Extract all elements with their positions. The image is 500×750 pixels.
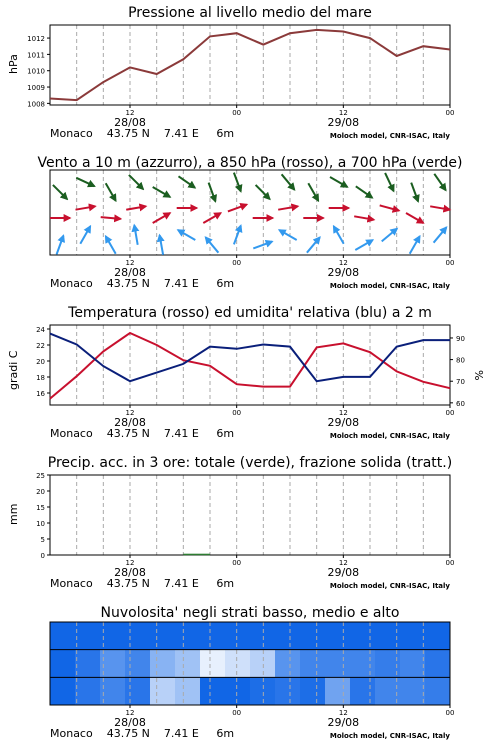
cloud-cell-alto [397, 622, 424, 650]
cloud-cell-alto [50, 622, 77, 650]
precip-panel [0, 450, 500, 600]
precip-ytick-label: 15 [36, 504, 45, 512]
pressure-xtick-label: 00 [232, 109, 242, 117]
pressure-ytick-label: 1012 [27, 35, 45, 44]
cloud-cell-alto [237, 622, 264, 650]
wind-xtick-label: 12 [338, 259, 348, 267]
wind-location: Monaco 43.75 N 7.41 E 6m [50, 277, 235, 290]
temp-title: Temperatura (rosso) ed umidita' relativa (blu) a 2 m [68, 305, 432, 321]
temp-location: Monaco 43.75 N 7.41 E 6m [50, 427, 235, 440]
cloud-cell-alto [263, 622, 290, 650]
wind-arrow-700 [282, 174, 295, 189]
cloud-cell-alto [130, 622, 157, 650]
cloud-cell-medio [250, 650, 276, 678]
cloud-cell-medio [400, 650, 426, 678]
pressure-xtick-label: 12 [338, 109, 348, 117]
cloud-cell-medio [275, 650, 301, 678]
precip-model-credit: Moloch model, CNR-ISAC, Italy [329, 582, 450, 590]
cloud-cell-medio [50, 650, 76, 678]
cloud-cell-medio [125, 650, 151, 678]
cloud-date-label: 28/08 [114, 716, 146, 729]
wind-date-label: 29/08 [327, 266, 360, 279]
pressure-ytick-label: 1010 [27, 67, 45, 76]
cloud-cell-basso [300, 677, 326, 705]
temp-plot-frame [50, 325, 450, 405]
precip-ylabel: mm [7, 503, 20, 525]
cloud-cell-basso [350, 677, 376, 705]
temp-right-ytick-label: 70 [456, 378, 465, 387]
wind-arrow-10m [334, 226, 344, 243]
temp-date-label: 29/08 [327, 416, 360, 429]
wind-xtick-label: 00 [232, 259, 242, 267]
pressure-date-label: 29/08 [327, 116, 360, 129]
wind-arrow-700 [179, 176, 195, 187]
temp-right-ytick-label: 60 [456, 399, 465, 408]
pressure-line [50, 30, 450, 100]
cloud-model-credit: Moloch model, CNR-ISAC, Italy [329, 732, 450, 740]
wind-arrow-700 [330, 177, 347, 187]
temp-date-label: 28/08 [114, 416, 146, 429]
wind-arrow-10m [178, 230, 195, 240]
wind-title: Vento a 10 m (azzurro), a 850 hPa (rosso), a 700 hPa (verde) [37, 155, 463, 171]
precip-ytick-label: 20 [36, 488, 45, 496]
wind-arrow-10m [382, 229, 397, 242]
wind-arrow-10m [410, 236, 420, 253]
cloud-cell-medio [150, 650, 176, 678]
temp-yticks-left [36, 326, 50, 398]
pressure-yticks [27, 35, 50, 108]
wind-arrow-700 [53, 185, 67, 199]
pressure-ylabel: hPa [7, 54, 20, 74]
wind-arrow-850 [430, 206, 450, 209]
cloud-cell-basso [125, 677, 151, 705]
pressure-model-credit: Moloch model, CNR-ISAC, Italy [329, 132, 450, 140]
cloud-cell-basso [275, 677, 301, 705]
cloud-location: Monaco 43.75 N 7.41 E 6m [50, 727, 235, 740]
wind-arrow-700 [76, 178, 94, 186]
cloud-cell-medio [425, 650, 451, 678]
wind-arrow-700 [153, 187, 170, 197]
cloud-cell-basso [425, 677, 451, 705]
precip-ytick-label: 10 [36, 520, 45, 528]
temp-grid [77, 325, 424, 405]
cloud-title: Nuvolosita' negli strati basso, medio e alto [100, 605, 400, 621]
cloud-cell-medio [225, 650, 251, 678]
cloud-date-label: 29/08 [327, 716, 360, 729]
temp-panel [0, 300, 500, 450]
cloud-cell-alto [423, 622, 450, 650]
wind-panel [0, 150, 500, 300]
wind-arrow-850 [101, 217, 121, 219]
precip-location: Monaco 43.75 N 7.41 E 6m [50, 577, 235, 590]
wind-arrow-700 [411, 183, 418, 202]
temp-right-ytick-label: 90 [456, 334, 465, 343]
wind-arrow-850 [354, 216, 374, 219]
cloud-cell-medio [350, 650, 376, 678]
precip-xtick-label: 12 [125, 559, 135, 567]
cloud-cell-basso [175, 677, 201, 705]
wind-arrow-10m [160, 235, 164, 255]
wind-arrow-700 [106, 183, 116, 200]
temp-xtick-label: 00 [445, 409, 455, 417]
cloud-cell-alto [343, 622, 370, 650]
precip-date-label: 29/08 [327, 566, 360, 579]
temp-ylabel-left: gradi C [7, 350, 20, 390]
pressure-xticks [114, 105, 454, 129]
pressure-title: Pressione al livello medio del mare [128, 5, 372, 21]
precip-ytick-label: 25 [36, 472, 45, 480]
wind-date-label: 28/08 [114, 266, 146, 279]
temp-left-ytick-label: 24 [36, 326, 45, 334]
temp-model-credit: Moloch model, CNR-ISAC, Italy [329, 432, 450, 440]
wind-arrow-700 [234, 173, 241, 192]
pressure-xtick-label: 12 [125, 109, 135, 117]
wind-arrow-10m [57, 236, 64, 255]
wind-xticks [114, 255, 454, 279]
wind-arrow-10m [307, 237, 320, 252]
cloud-cell-medio [200, 650, 226, 678]
temp-right-ytick-label: 80 [456, 356, 465, 365]
wind-xtick-label: 12 [125, 259, 135, 267]
cloud-cell-alto [183, 622, 210, 650]
temperature-line [50, 333, 450, 399]
wind-arrow-10m [206, 237, 219, 252]
cloud-cell-alto [370, 622, 397, 650]
temp-ylabel-right: % [472, 370, 485, 381]
cloud-cell-medio [325, 650, 351, 678]
temp-xticks [114, 405, 454, 429]
pressure-ytick-label: 1009 [27, 84, 45, 93]
cloud-xtick-label: 00 [232, 709, 242, 717]
cloud-cell-medio [300, 650, 326, 678]
cloud-cell-basso [150, 677, 176, 705]
precip-grid [77, 475, 424, 555]
temp-xtick-label: 12 [125, 409, 135, 417]
cloud-cells [50, 622, 451, 705]
cloud-xtick-label: 12 [338, 709, 348, 717]
wind-arrow-700 [434, 174, 445, 190]
wind-arrow-10m [106, 236, 116, 253]
temp-xtick-label: 00 [232, 409, 242, 417]
precip-date-label: 28/08 [114, 566, 146, 579]
cloud-cell-alto [77, 622, 104, 650]
wind-arrow-700 [385, 173, 394, 191]
wind-arrow-850 [380, 205, 399, 210]
precip-xtick-label: 00 [445, 559, 455, 567]
wind-arrow-850 [406, 213, 423, 223]
precip-bars [183, 554, 210, 556]
precip-plot-frame [50, 475, 450, 555]
wind-arrow-850 [126, 206, 146, 209]
precip-bar [183, 554, 210, 556]
temp-left-ytick-label: 22 [36, 342, 45, 350]
pressure-date-label: 28/08 [114, 116, 146, 129]
pressure-xtick-label: 00 [445, 109, 455, 117]
pressure-ytick-label: 1008 [27, 100, 45, 109]
wind-arrow-850 [76, 206, 96, 209]
humidity-line [50, 334, 450, 382]
cloud-cell-basso [225, 677, 251, 705]
wind-arrow-10m [234, 226, 241, 245]
pressure-plot-frame [50, 25, 450, 105]
wind-model-credit: Moloch model, CNR-ISAC, Italy [329, 282, 450, 290]
wind-arrow-700 [129, 175, 143, 189]
cloud-cell-alto [210, 622, 237, 650]
wind-arrows [50, 173, 450, 255]
wind-grid [77, 170, 424, 255]
cloud-panel [0, 600, 500, 750]
wind-arrow-10m [253, 242, 272, 249]
wind-arrow-850 [278, 206, 298, 209]
wind-arrow-10m [434, 227, 447, 242]
cloud-cell-basso [250, 677, 276, 705]
cloud-cell-alto [317, 622, 344, 650]
precip-ytick-label: 5 [40, 536, 45, 544]
precip-xtick-label: 12 [338, 559, 348, 567]
precip-xticks [114, 555, 454, 579]
pressure-panel [0, 0, 500, 150]
temp-left-ytick-label: 16 [36, 390, 45, 398]
temp-yticks-right [450, 335, 465, 408]
cloud-xticks [114, 705, 454, 729]
cloud-cell-alto [290, 622, 317, 650]
cloud-cell-medio [175, 650, 201, 678]
cloud-cell-alto [103, 622, 130, 650]
cloud-cell-basso [325, 677, 351, 705]
pressure-ytick-label: 1011 [27, 51, 45, 60]
cloud-cell-basso [400, 677, 426, 705]
cloud-cell-basso [200, 677, 226, 705]
wind-arrow-850 [228, 205, 247, 212]
wind-xtick-label: 00 [445, 259, 455, 267]
temp-left-ytick-label: 18 [36, 374, 45, 382]
precip-ytick-label: 0 [40, 552, 45, 560]
cloud-cell-basso [50, 677, 76, 705]
cloud-xtick-label: 12 [125, 709, 135, 717]
wind-arrow-850 [203, 213, 220, 223]
cloud-cell-basso [75, 677, 101, 705]
cloud-cell-alto [157, 622, 184, 650]
cloud-xtick-label: 00 [445, 709, 455, 717]
wind-arrow-10m [279, 230, 296, 240]
wind-arrow-850 [153, 213, 170, 223]
precip-xtick-label: 00 [232, 559, 242, 567]
precip-title: Precip. acc. in 3 ore: totale (verde), frazione solida (tratt.) [47, 455, 453, 471]
wind-arrow-10m [80, 226, 90, 243]
cloud-cell-medio [75, 650, 101, 678]
pressure-grid [77, 25, 424, 105]
precip-yticks [36, 472, 50, 560]
temp-left-ytick-label: 20 [36, 358, 45, 366]
wind-arrow-700 [256, 185, 270, 199]
wind-arrow-10m [134, 225, 137, 245]
temp-xtick-label: 12 [338, 409, 348, 417]
pressure-location: Monaco 43.75 N 7.41 E 6m [50, 127, 235, 140]
